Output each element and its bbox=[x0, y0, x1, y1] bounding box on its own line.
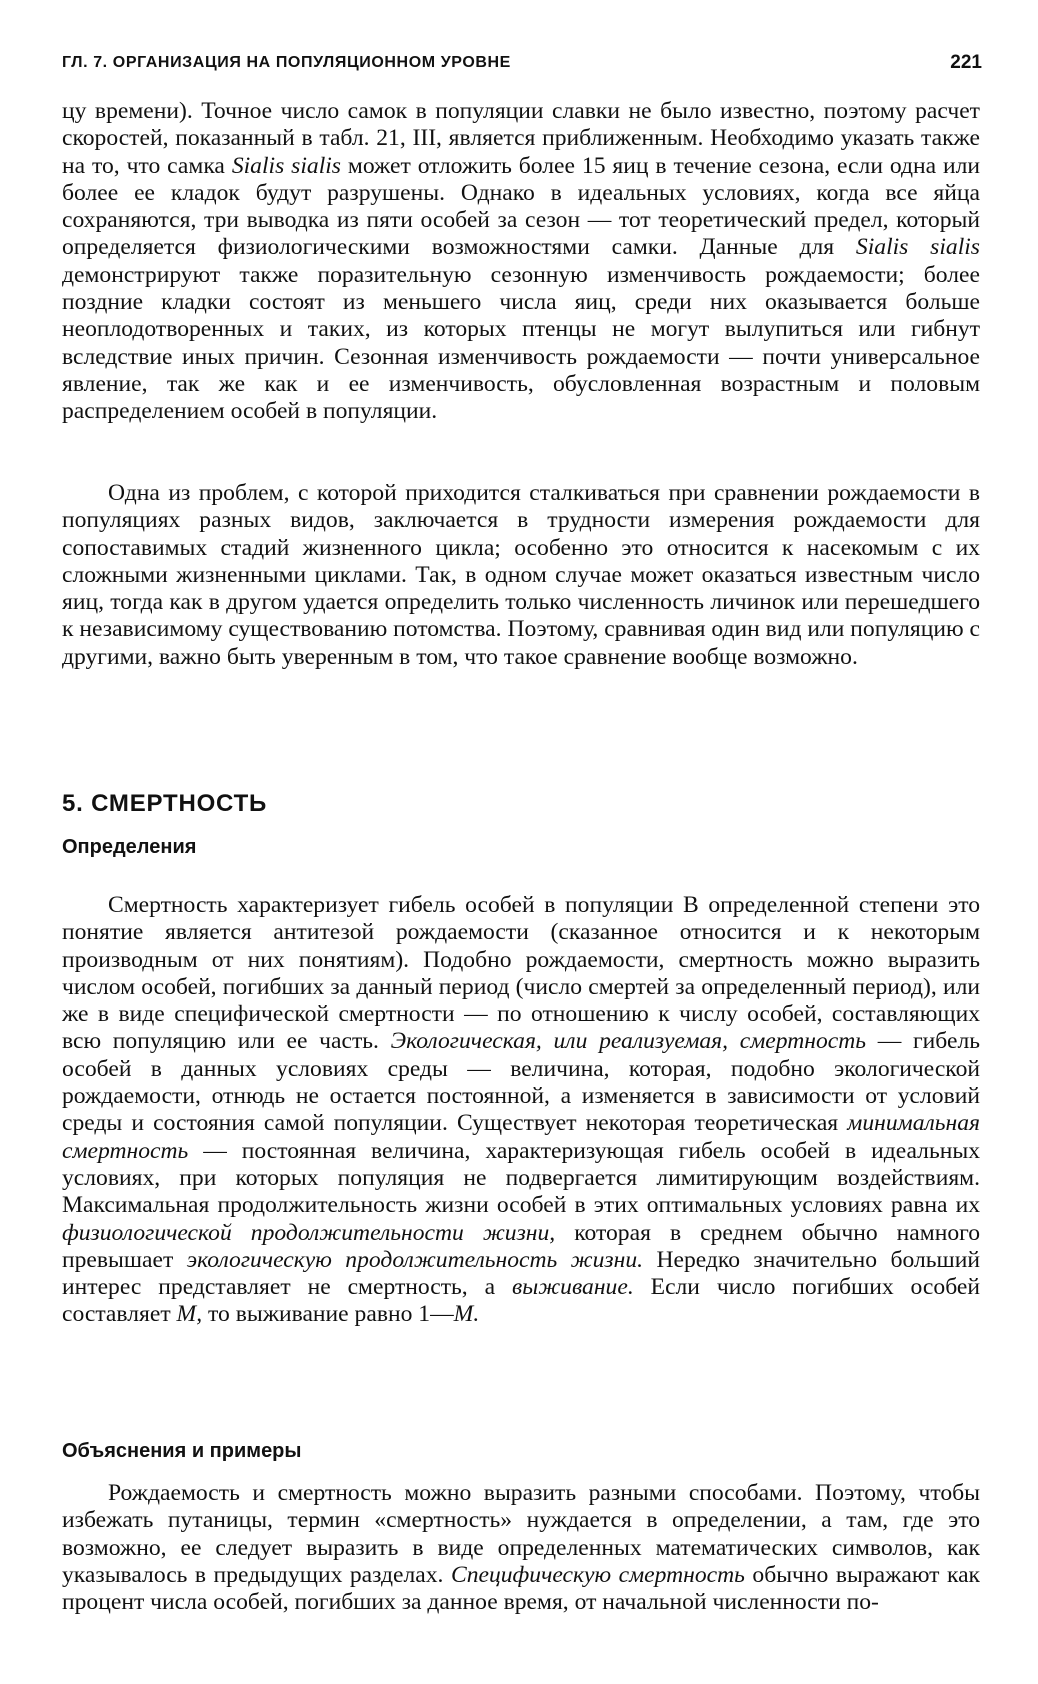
species-name: Sialis sialis bbox=[231, 152, 341, 179]
symbol-m: М, bbox=[176, 1301, 203, 1328]
paragraph-mortality-definition: Смертность характеризует гибель особей в популяции В определенной степени это понятие является антитезой рождаемости (сказанное относится и к некоторым производным от них понятиям). Подобно рождаемости, смертность можно выразить числом особей, погибших за данный период (число смертей за определенный период), или же в виде специфической смертности — по отношению к числу особей, составляющих всю популяцию или ее часть. Экологическая, или реализуемая, смертность — гибель особей в данных условиях среды — величина, которая, подобно экологической рождаемости, отнюдь не остается постоянной, а изменяется в зависимости от условий среды и состояния самой популяции. Существует некоторая теоретическая минимальная смертность — постоянная величина, характеризующая гибель особей в идеальных условиях, при которых популяция не подвергается лимитирующим воздействиям. Максимальная продолжительность жизни особей в этих оптимальных условиях равна их физиологической продолжительности жизни, которая в среднем обычно намного превышает экологическую продолжительность жизни. Нередко значительно больший интерес представляет не смертность, а выживание. Если число погибших особей составляет М, то выживание равно 1—М. bbox=[62, 892, 980, 1328]
section-heading-mortality: 5. СМЕРТНОСТЬ bbox=[62, 790, 268, 817]
symbol-m: М. bbox=[453, 1301, 480, 1328]
subsection-heading-definitions: Определения bbox=[62, 836, 197, 858]
paragraph-sialis-fecundity: цу времени). Точное число самок в популяции славки не было известно, поэтому расчет скоростей, показанный в табл. 21, III, является приближенным. Необходимо указать также на то, что самка Sialis sialis может отложить более 15 яиц в течение сезона, если одна или более ее кладок будут разрушены. Однако в идеальных условиях, когда все яйца сохраняются, три выводка из пяти особей за сезон — тот теоретический предел, который определяется физиологическими возможностями самки. Данные для Sialis sialis демонстрируют также поразительную сезонную изменчивость рождаемости; более поздние кладки состоят из меньшего числа яиц, среди них оказывается больше неоплодотворенных и таких, из которых птенцы не могут вылупиться или гибнут вследствие иных причин. Сезонная изменчивость рождаемости — почти универсальное явление, так же как и ее изменчивость, обусловленная возрастным и половым распределением особей в популяции. bbox=[62, 98, 980, 425]
subsection-heading-explanations: Объяснения и примеры bbox=[62, 1440, 302, 1462]
term-survival: выживание. bbox=[512, 1274, 634, 1301]
term-specific-mortality: Специфическую смертность bbox=[450, 1561, 745, 1588]
page-header bbox=[62, 50, 982, 84]
term-minimal-mortality: минимальная смертность bbox=[62, 1110, 980, 1164]
term-ecological-mortality: Экологическая, или реализуемая, смертность bbox=[390, 1028, 867, 1055]
term-physiological-longevity: физиологической продолжительности жизни, bbox=[62, 1219, 556, 1246]
paragraph-comparison-problem: Одна из проблем, с которой приходится сталкиваться при сравнении рождаемости в популяциях разных видов, заключается в трудности измерения рождаемости для сопоставимых стадий жизненного цикла; особенно это относится к насекомым с их сложными жизненными циклами. Так, в одном случае может оказаться известным число яиц, тогда как в другом удается определить только численность личинок или перешедшего к независимому существованию потомства. Поэтому, сравнивая один вид или популяцию с другими, важно быть уверенным в том, что такое сравнение вообще возможно. bbox=[62, 480, 980, 670]
term-ecological-longevity: экологическую продолжительность жизни. bbox=[186, 1246, 644, 1273]
species-name: Sialis sialis bbox=[855, 234, 980, 261]
running-head: ГЛ. 7. ОРГАНИЗАЦИЯ НА ПОПУЛЯЦИОННОМ УРОВНЕ bbox=[62, 54, 511, 71]
paragraph-explanations: Рождаемость и смертность можно выразить разными способами. Поэтому, чтобы избежать путаницы, термин «смертность» нуждается в определении, а там, где это возможно, ее следует выразить в виде определенных математических символов, как указывалось в предыдущих разделах. Специфическую смертность обычно выражают как процент числа особей, погибших за данное время, от начальной численности по- bbox=[62, 1480, 981, 1616]
page-number: 221 bbox=[950, 52, 982, 73]
